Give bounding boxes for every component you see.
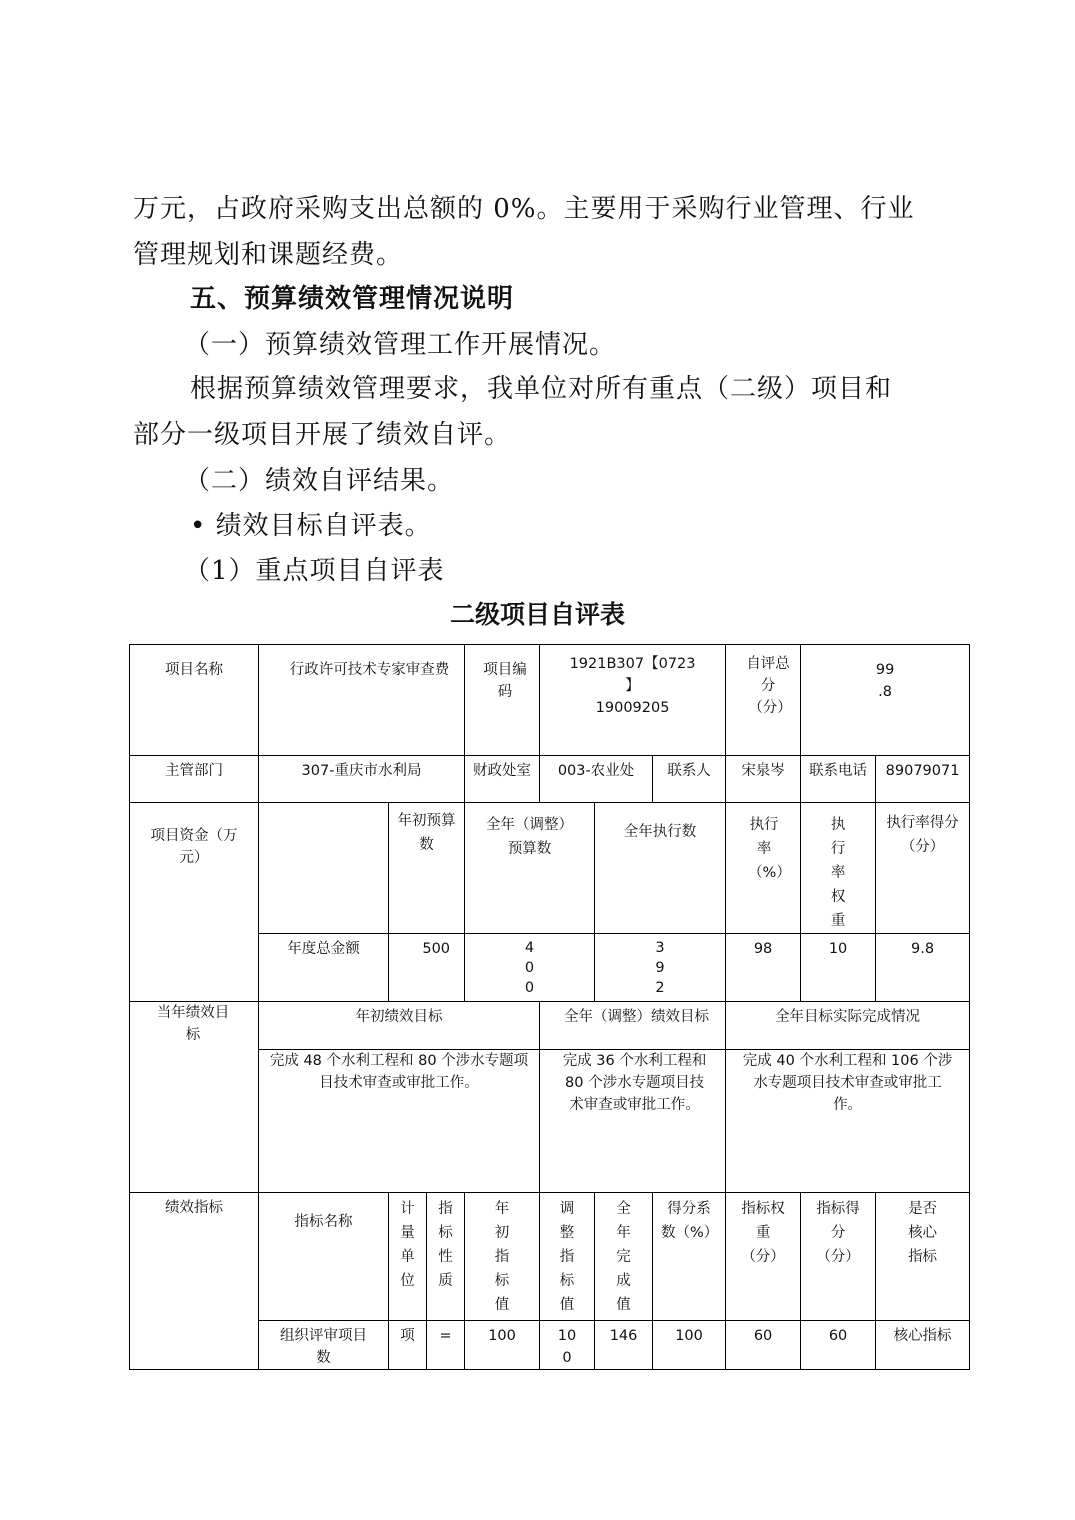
finance-value: 003-农业处 <box>540 756 653 803</box>
indicator-weight: 60 <box>726 1321 801 1370</box>
nature-header: 指标性质 <box>427 1193 465 1321</box>
goal-adjusted-text: 完成 36 个水利工程和 80 个涉水专题项目技术审查或审批工作。 <box>540 1050 726 1193</box>
total-start-budget: 500 <box>389 934 465 1002</box>
indicators-label: 绩效指标 <box>130 1193 259 1370</box>
rate-score-header: 执行率得分（分） <box>876 803 970 934</box>
start-value-header: 年初指标值 <box>465 1193 540 1321</box>
adjusted-value-header: 调整指标值 <box>540 1193 595 1321</box>
goal-actual-text: 完成 40 个水利工程和 106 个涉水专题项目技术审查或审批工作。 <box>726 1050 970 1193</box>
indicator-coef: 100 <box>653 1321 726 1370</box>
indicator-name: 组织评审项目数 <box>259 1321 389 1370</box>
year-start-budget-header: 年初预算数 <box>389 803 465 934</box>
self-score-label: 自评总分 （分） <box>726 645 801 756</box>
bullet-performance-table: • 绩效目标自评表。 <box>190 511 432 541</box>
indicator-name-header: 指标名称 <box>259 1193 389 1321</box>
dept-label: 主管部门 <box>130 756 259 803</box>
funds-blank <box>259 803 389 934</box>
indicator-nature: = <box>427 1321 465 1370</box>
finance-label: 财政处室 <box>465 756 540 803</box>
project-code-label: 项目编码 <box>465 645 540 756</box>
unit-header: 计量单位 <box>389 1193 427 1321</box>
total-rate-weight: 10 <box>801 934 876 1002</box>
table-title: 二级项目自评表 <box>449 600 625 629</box>
paragraph-evaluation-line2: 部分一级项目开展了绩效自评。 <box>133 420 512 450</box>
phone-label: 联系电话 <box>801 756 876 803</box>
phone-value: 89079071 <box>876 756 970 803</box>
project-name: 行政许可技术专家审查费 <box>259 645 465 756</box>
coef-header: 得分系数（%） <box>653 1193 726 1321</box>
subheading-key-project-table: （1）重点项目自评表 <box>184 556 445 586</box>
total-executed: 392 <box>595 934 726 1002</box>
subheading-self-evaluation-results: （二）绩效自评结果。 <box>184 466 455 496</box>
paragraph-procurement-line1: 万元，占政府采购支出总额的 0%。主要用于采购行业管理、行业 <box>133 194 915 224</box>
exec-rate-header: 执行率（%） <box>726 803 801 934</box>
total-exec-rate: 98 <box>726 934 801 1002</box>
section-heading-budget-performance: 五、预算绩效管理情况说明 <box>190 284 515 314</box>
contact-value: 宋泉岑 <box>726 756 801 803</box>
contact-label: 联系人 <box>653 756 726 803</box>
annual-goal-label: 当年绩效目标 <box>130 1002 259 1193</box>
project-name-label: 项目名称 <box>130 645 259 756</box>
total-rate-score: 9.8 <box>876 934 970 1002</box>
funds-label: 项目资金（万元） <box>130 803 259 1002</box>
core-header: 是否核心指标 <box>876 1193 970 1321</box>
table-row <box>130 645 970 756</box>
indicator-start-value: 100 <box>465 1321 540 1370</box>
indicator-completed-value: 146 <box>595 1321 653 1370</box>
weight-header: 指标权重（分） <box>726 1193 801 1321</box>
table-row <box>130 1002 970 1050</box>
completed-value-header: 全年完成值 <box>595 1193 653 1321</box>
subheading-performance-work: （一）预算绩效管理工作开展情况。 <box>184 330 617 360</box>
goal-header-adjusted: 全年（调整）绩效目标 <box>540 1002 726 1050</box>
goal-start-text: 完成 48 个水利工程和 80 个涉水专题项目技术审查或审批工作。 <box>259 1050 540 1193</box>
total-adjusted-budget: 400 <box>465 934 595 1002</box>
self-evaluation-table <box>129 644 970 1370</box>
executed-header: 全年执行数 <box>595 803 726 934</box>
indicator-unit: 项 <box>389 1321 427 1370</box>
goal-header-actual: 全年目标实际完成情况 <box>726 1002 970 1050</box>
indicator-core: 核心指标 <box>876 1321 970 1370</box>
table-row <box>130 803 970 934</box>
project-code: 1921B307【0723 】 19009205 <box>540 645 726 756</box>
dept-value: 307-重庆市水利局 <box>259 756 465 803</box>
table-row <box>130 1193 970 1321</box>
indicator-adjusted-value: 100 <box>540 1321 595 1370</box>
goal-header-start: 年初绩效目标 <box>259 1002 540 1050</box>
indicator-score: 60 <box>801 1321 876 1370</box>
rate-weight-header: 执行率权重 <box>801 803 876 934</box>
self-score-value: 99 .8 <box>801 645 970 756</box>
paragraph-procurement-line2: 管理规划和课题经费。 <box>133 240 404 270</box>
adjusted-budget-header: 全年（调整）预算数 <box>465 803 595 934</box>
score-header: 指标得分（分） <box>801 1193 876 1321</box>
total-amount-label: 年度总金额 <box>259 934 389 1002</box>
table-row <box>130 756 970 803</box>
paragraph-evaluation-line1: 根据预算绩效管理要求，我单位对所有重点（二级）项目和 <box>190 374 893 404</box>
